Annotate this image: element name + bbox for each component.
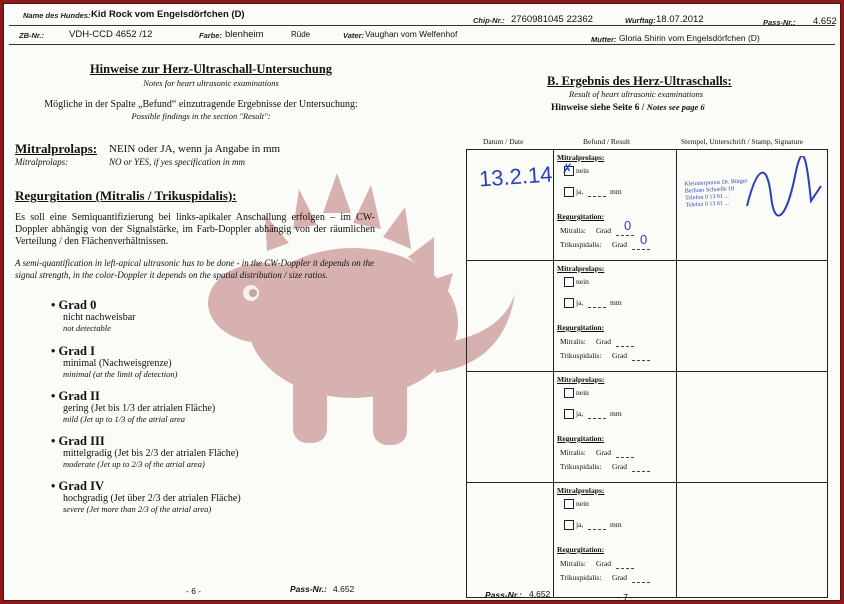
yes-label: ja, (576, 520, 584, 529)
dog-name-label: Name des Hundes: (23, 11, 91, 20)
trikus-grade-field[interactable] (632, 359, 650, 361)
mitral-label-en: Mitralprolaps: (15, 157, 69, 167)
regurg-heading: Regurgitation (Mitralis / Trikuspidalis): (15, 188, 237, 203)
mitral-text: NEIN oder JA, wenn ja Angabe in mm (109, 143, 281, 155)
mm-label: mm (610, 520, 622, 529)
result-cell (554, 261, 677, 372)
vet-stamp: Kleintierpraxis Dr. Bürger Berliner Schnelle 18 Telefon 0 13 61 ... Telefax 0 13 61 ... (684, 178, 748, 209)
mm-field[interactable] (588, 528, 606, 530)
mitral-heading: Mitralprolaps: (15, 141, 98, 156)
no-checkbox[interactable] (564, 277, 574, 287)
grade-4-de: hochgradig (Jet über 2/3 der atrialen Fläche) (63, 493, 241, 504)
grade-3: • Grad III mittelgradig (Jet bis 2/3 der atrialen Fläche) moderate (Jet up to 2/3 of the atrial area) (51, 434, 239, 469)
whelped-date: 18.07.2012 (656, 14, 704, 25)
trikus-label: Trikuspidalis: (560, 351, 602, 360)
result-cell (554, 150, 677, 261)
dog-name: Kid Rock vom Engelsdörfchen (D) (91, 9, 245, 20)
grade-3-en: moderate (Jet up to 2/3 of the atrial area) (63, 459, 205, 469)
father-value: Vaughan vom Welfenhof (365, 29, 458, 39)
results-table (466, 149, 828, 598)
signature-icon (737, 156, 827, 226)
grade-4-en: severe (Jet more than 2/3 of the atrial area) (63, 504, 212, 514)
grade-4: • Grad IV hochgradig (Jet über 2/3 der atrialen Fläche) severe (Jet more than 2/3 of the atrial area) (51, 479, 241, 514)
no-checkbox[interactable] (564, 388, 574, 398)
left-pass-number: 4.652 (333, 584, 355, 594)
left-page-number: - 6 - (186, 586, 202, 596)
result-cell (554, 372, 677, 483)
left-pass-label: Pass-Nr.: (290, 584, 327, 594)
result-row (467, 150, 828, 261)
grade-0: • Grad 0 nicht nachweisbar not detectable (51, 298, 136, 333)
trikus-grad-label: Grad (612, 351, 627, 360)
regurg-label: Regurgitation: (557, 545, 605, 554)
mitral-label: Mitralprolaps: (557, 264, 605, 273)
father-label: Vater: (343, 31, 364, 40)
chip-label: Chip-Nr.: (473, 16, 505, 25)
grade-0-de: nicht nachweisbar (63, 312, 136, 323)
mm-field[interactable] (588, 417, 606, 419)
yes-label: ja, (576, 298, 584, 307)
date-value: 13.2.14 (478, 161, 554, 192)
grade-4-title: Grad IV (58, 479, 105, 493)
chip-number: 2760981045 22362 (511, 14, 593, 25)
mitralis-grade-field[interactable] (616, 567, 634, 569)
right-pass-number: 4.652 (529, 589, 551, 599)
regurg-label: Regurgitation: (557, 323, 605, 332)
no-label: nein (576, 166, 589, 175)
right-title: B. Ergebnis des Herz-Ultraschalls: (547, 74, 732, 88)
date-cell[interactable] (467, 483, 554, 598)
header-divider-2 (9, 44, 835, 45)
right-hint-de: Hinweise siehe Seite 6 / (551, 103, 645, 113)
mitralis-label: Mitralis: (560, 226, 586, 235)
stamp-cell[interactable] (677, 372, 828, 483)
date-cell[interactable] (467, 372, 554, 483)
col-stamp-header: Stempel, Unterschrift / Stamp, Signature (681, 137, 804, 146)
stamp-cell[interactable] (677, 483, 828, 598)
mitralis-grade-field[interactable] (616, 234, 634, 236)
mother-value: Gloria Shirin vom Engelsdörfchen (D) (619, 33, 760, 43)
passport-spread (3, 3, 841, 601)
col-date-header: Datum / Date (483, 137, 524, 146)
yes-label: ja, (576, 409, 584, 418)
mitral-label: Mitralprolaps: (557, 153, 605, 162)
sex-value: Rüde (291, 30, 311, 39)
right-page-number: - 7 - (618, 592, 634, 601)
header-divider-1 (9, 25, 835, 26)
left-title-en: Notes for heart ultrasonic examinations (143, 78, 279, 88)
grade-3-title: Grad III (58, 434, 105, 448)
grade-2-title: Grad II (58, 389, 100, 403)
grade-2: • Grad II gering (Jet bis 1/3 der atrialen Fläche) mild (Jet up to 1/3 of the atrial area (51, 389, 216, 424)
no-label: nein (576, 388, 589, 397)
trikus-label: Trikuspidalis: (560, 240, 602, 249)
right-title-en: Result of heart ultrasonic examinations (569, 89, 704, 99)
mitral-label: Mitralprolaps: (557, 375, 605, 384)
header-pass-number: 4.652 (813, 16, 837, 27)
trikus-label: Trikuspidalis: (560, 573, 602, 582)
header-band (13, 7, 837, 45)
mm-label: mm (610, 187, 622, 196)
result-row (467, 372, 828, 483)
no-checkbox[interactable] (564, 499, 574, 509)
grade-1: • Grad I minimal (Nachweisgrenze) minimal (at the limit of detection) (51, 344, 178, 379)
yes-label: ja, (576, 187, 584, 196)
color-value: blenheim (225, 29, 264, 40)
mitralis-label: Mitralis: (560, 448, 586, 457)
trikus-grad-label: Grad (612, 462, 627, 471)
mitralis-grade-value: 0 (624, 218, 632, 233)
yes-checkbox[interactable] (564, 298, 574, 308)
trikus-grad-label: Grad (612, 240, 627, 249)
mitralis-grade-field[interactable] (616, 345, 634, 347)
result-cell (554, 483, 677, 598)
regurg-text: Es soll eine Semiquantifizierung bei links-apikaler Anschallung erfolgen – im CW-Doppler abhängig von der Signalstärke, im Farb-Doppler abhängig von der räumlichen Verteilung / den Flächenverhältnissen. (15, 212, 375, 247)
right-hint-en: Notes see page 6 (646, 102, 705, 112)
mitralis-grad-label: Grad (596, 559, 611, 568)
mitralis-grad-label: Grad (596, 226, 611, 235)
grade-0-title: Grad 0 (58, 298, 97, 312)
regurg-label: Regurgitation: (557, 434, 605, 443)
grade-1-de: minimal (Nachweisgrenze) (63, 358, 172, 369)
yes-checkbox[interactable] (564, 187, 574, 197)
mitral-text-en: NO or YES, if yes specification in mm (109, 157, 245, 167)
grade-1-title: Grad I (58, 344, 95, 358)
mother-label: Mutter: (591, 35, 617, 44)
regurg-text-en: A semi-quantification in left-apical ultrasonic has to be done - in the CW-Doppler it depends on the signal strength, in the color-Doppler it depends on the spatial distribution / size ratios. (15, 258, 374, 280)
mm-label: mm (610, 409, 622, 418)
grade-3-de: mittelgradig (Jet bis 2/3 der atrialen Fläche) (63, 448, 239, 459)
stamp-cell[interactable] (677, 150, 828, 261)
yes-checkbox[interactable] (564, 409, 574, 419)
mitralis-grad-label: Grad (596, 337, 611, 346)
trikus-grade-value: 0 (640, 232, 648, 247)
color-label: Farbe: (199, 31, 222, 40)
stamp-cell[interactable] (677, 261, 828, 372)
right-pass-label: Pass-Nr.: (485, 590, 522, 600)
result-row (467, 261, 828, 372)
zb-label: ZB-Nr.: (19, 31, 44, 40)
result-row (467, 483, 828, 598)
date-cell[interactable] (467, 150, 554, 261)
grade-2-en: mild (Jet up to 1/3 of the atrial area (63, 414, 185, 424)
no-label: nein (576, 499, 589, 508)
mitralis-label: Mitralis: (560, 337, 586, 346)
mm-field[interactable] (588, 195, 606, 197)
col-result-header: Befund / Result (583, 137, 631, 146)
left-intro: Mögliche in der Spalte „Befund“ einzutragende Ergebnisse der Untersuchung: (44, 99, 358, 110)
trikus-grade-field[interactable] (632, 470, 650, 472)
grade-2-de: gering (Jet bis 1/3 der atrialen Fläche) (63, 403, 216, 414)
header-pass-label: Pass-Nr.: (763, 18, 796, 27)
trikus-grade-field[interactable] (632, 248, 650, 250)
left-title: Hinweise zur Herz-Ultraschall-Untersuchung (89, 62, 333, 76)
zb-number: VDH-CCD 4652 /12 (69, 29, 153, 40)
trikus-grade-field[interactable] (632, 581, 650, 583)
trikus-label: Trikuspidalis: (560, 462, 602, 471)
mitralis-label: Mitralis: (560, 559, 586, 568)
date-cell[interactable] (467, 261, 554, 372)
mitralis-grade-field[interactable] (616, 456, 634, 458)
mitralis-grad-label: Grad (596, 448, 611, 457)
whelped-label: Wurftag: (625, 16, 656, 25)
right-hint (551, 102, 705, 113)
no-label: nein (576, 277, 589, 286)
yes-checkbox[interactable] (564, 520, 574, 530)
check-mark-icon: ✗ (562, 161, 573, 176)
mm-label: mm (610, 298, 622, 307)
left-intro-en: Possible findings in the section "Result": (131, 111, 271, 121)
mitral-label: Mitralprolaps: (557, 486, 605, 495)
grade-1-en: minimal (at the limit of detection) (63, 369, 178, 379)
regurg-label: Regurgitation: (557, 212, 605, 221)
mm-field[interactable] (588, 306, 606, 308)
grade-0-en: not detectable (63, 323, 111, 333)
trikus-grad-label: Grad (612, 573, 627, 582)
